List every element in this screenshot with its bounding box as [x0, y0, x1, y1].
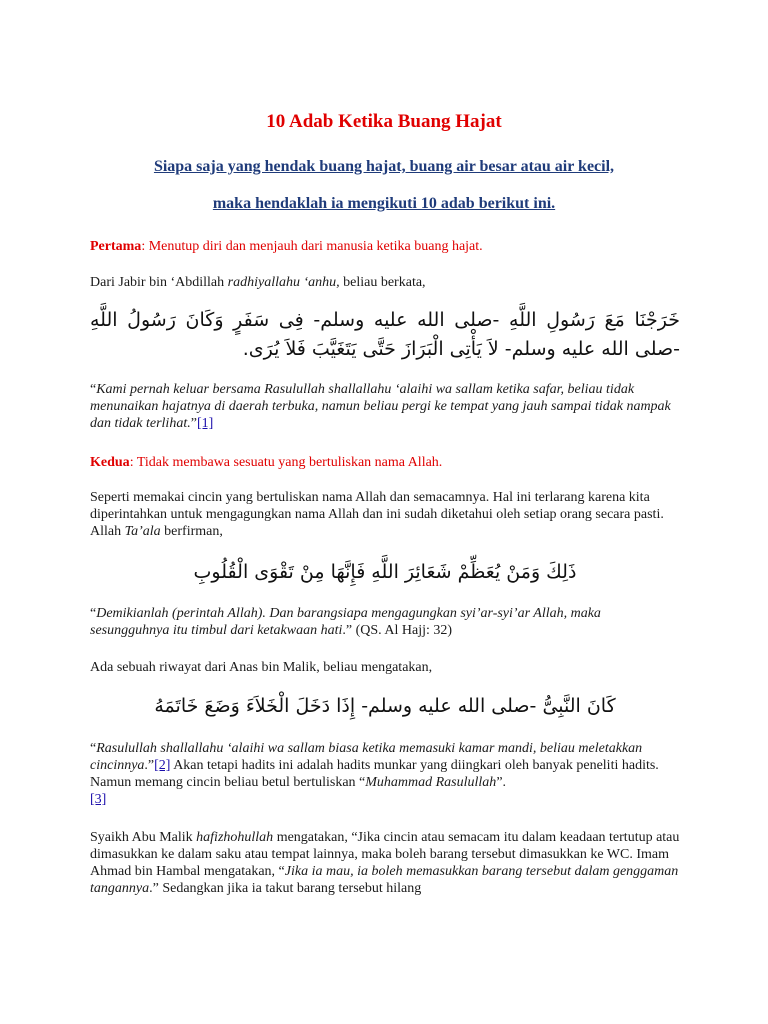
translation3-italic: Rasulullah shallallahu ‘alaihi wa sallam biasa ketika memasuki kamar mandi, beliau meletakkan cincinnya — [90, 741, 643, 773]
arabic-hadith-anas: كَانَ النَّبِىُّ -صلى الله عليه وسلم- إِذَا دَخَلَ الْخَلاَءَ وَضَعَ خَاتَمَهُ — [154, 695, 616, 717]
kedua-para-suffix: berfirman, — [160, 524, 223, 539]
translation2-text: Demikianlah (perintah Allah). Dan barangsiapa mengagungkan syi’ar-syi’ar Allah, maka sesungguhnya itu timbul dari ketakwaan hati — [90, 606, 601, 638]
translation-jabir — [90, 381, 680, 432]
translation3-italic2: Muhammad Rasulullah — [365, 775, 497, 790]
translation3-mid: Akan tetapi hadits ini adalah hadits munkar yang diingkari oleh banyak peneliti hadits. Namun memang cincin beliau betul bertuliskan “ — [90, 758, 659, 790]
pertama-text: : Menutup diri dan menjauh dari manusia ketika buang hajat. — [141, 239, 483, 254]
jabir-honorific: radhiyallahu ‘anhu, — [227, 275, 340, 290]
jabir-prefix: Dari Jabir bin ‘Abdillah — [90, 275, 228, 290]
footnote-ref-3[interactable]: [3] — [90, 792, 107, 807]
kedua-para-italic: Ta’ala — [124, 524, 161, 539]
syaikh-paragraph — [90, 829, 680, 897]
arabic-ayat-hajj: ذَلِكَ وَمَنْ يُعَظِّمْ شَعَائِرَ اللَّهِ فَإِنَّهَا مِنْ تَقْوَى الْقُلُوبِ — [193, 561, 577, 583]
translation1-text: Kami pernah keluar bersama Rasulullah shallallahu ‘alaihi wa sallam ketika safar, beliau tidak menunaikan hajatnya di daerah terbuka, namun beliau pergi ke tempat yang jauh sampai tidak nampak dan tidak terlihat. — [90, 382, 671, 431]
translation2-open: “ — [90, 606, 97, 621]
kedua-paragraph — [90, 489, 680, 540]
translation2-close: .” (QS. Al Hajj: 32) — [342, 623, 453, 638]
subtitle-line-1: Siapa saja yang hendak buang hajat, buang air besar atau air kecil, — [153, 158, 615, 175]
subtitle-line-2: maka hendaklah ia mengikuti 10 adab berikut ini. — [212, 195, 556, 212]
translation1-open: “ — [90, 382, 97, 397]
translation3-close: .” — [144, 758, 155, 773]
syaikh-i1: hafizhohullah — [196, 830, 274, 845]
syaikh-p1: Syaikh Abu Malik — [90, 830, 197, 845]
translation3-end: ”. — [496, 775, 507, 790]
pertama-label: Pertama — [90, 239, 142, 254]
point-kedua — [90, 454, 680, 471]
syaikh-p3: .” Sedangkan jika ia takut barang tersebut hilang — [149, 881, 422, 896]
arabic-hadith-jabir: خَرَجْنَا مَعَ رَسُولِ اللَّهِ -صلى الله عليه وسلم- فِى سَفَرٍ وَكَانَ رَسُولُ اللَّهِ -صلى الله عليه وسلم- لاَ يَأْتِى الْبَرَازَ حَتَّى يَتَغَيَّبَ فَلاَ يُرَى. — [90, 309, 680, 360]
page-title: 10 Adab Ketika Buang Hajat — [266, 111, 502, 132]
footnote-ref-2[interactable]: [2] — [154, 758, 171, 773]
anas-intro: Ada sebuah riwayat dari Anas bin Malik, beliau mengatakan, — [90, 660, 433, 675]
translation-hajj — [90, 605, 680, 639]
point-pertama — [90, 238, 680, 255]
translation1-close: ” — [190, 416, 197, 431]
syaikh-i2: Jika ia mau, ia boleh memasukkan barang tersebut dalam genggaman tangannya — [90, 864, 679, 896]
footnote-ref-1[interactable]: [1] — [196, 416, 214, 431]
translation-anas — [90, 740, 680, 808]
translation3-open: “ — [90, 741, 97, 756]
jabir-suffix: beliau berkata, — [339, 275, 426, 290]
kedua-text: : Tidak membawa sesuatu yang bertuliskan nama Allah. — [129, 455, 443, 470]
kedua-para-text: Seperti memakai cincin yang bertuliskan nama Allah dan semacamnya. Hal ini terlarang karena kita diperintahkan untuk mengagungkan nama Allah dan ini sudah diketahui oleh setiap orang secara pasti. Allah — [90, 490, 664, 539]
kedua-label: Kedua — [90, 455, 130, 470]
syaikh-p2: mengatakan, “Jika cincin atau semacam itu dalam keadaan tertutup atau dimasukkan ke dalam saku atau tempat lainnya, maka boleh barang tersebut dimasukkan ke WC. Imam Ahmad bin Hambal mengatakan, “ — [90, 830, 680, 879]
jabir-intro — [90, 274, 680, 291]
